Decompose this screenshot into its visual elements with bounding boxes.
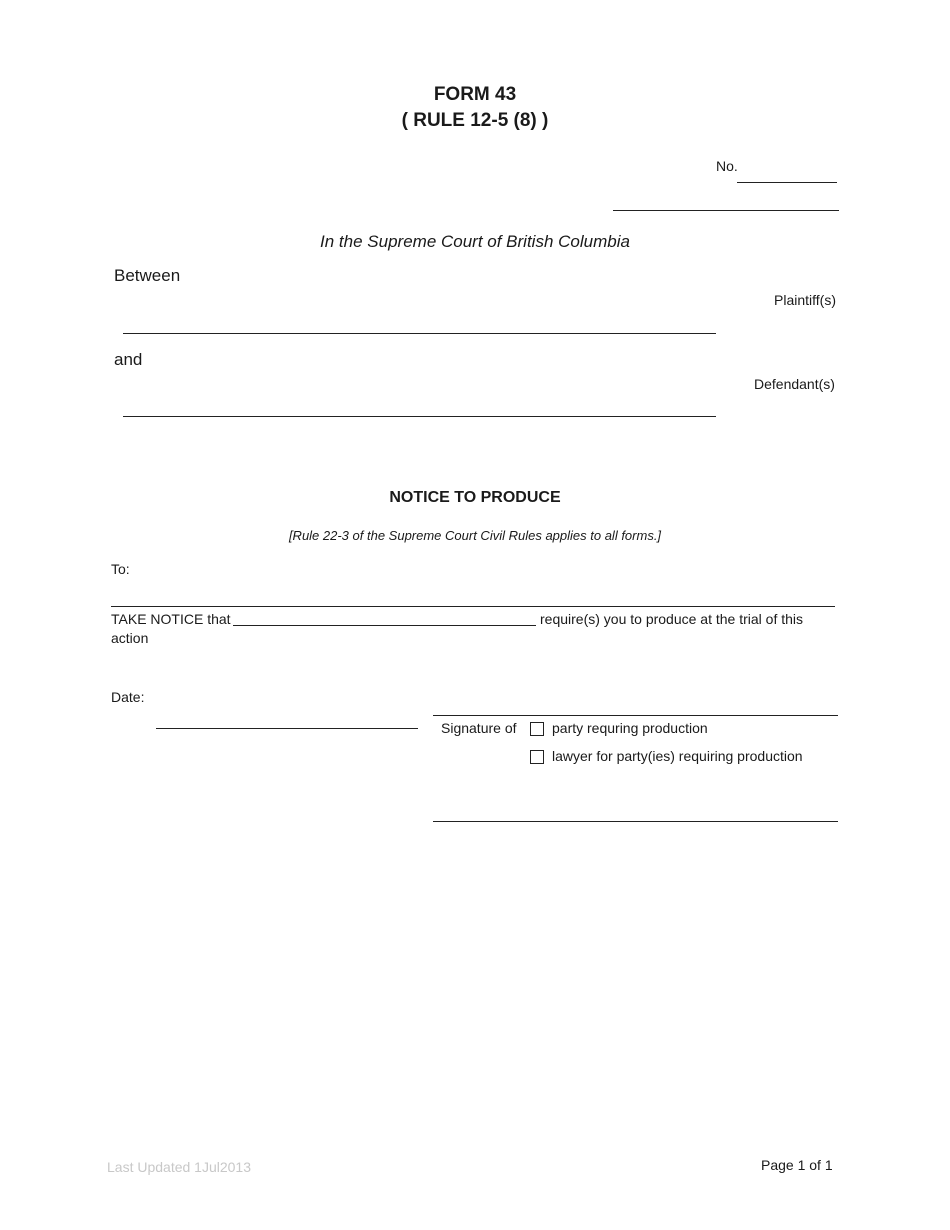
last-updated: Last Updated 1Jul2013: [107, 1159, 251, 1175]
signature-label: Signature of: [441, 720, 517, 736]
to-field[interactable]: [111, 606, 835, 607]
date-field[interactable]: [156, 728, 418, 729]
defendant-name-field[interactable]: [123, 416, 716, 417]
signature-field[interactable]: [433, 715, 838, 716]
and-label: and: [114, 350, 143, 369]
party-checkbox[interactable]: [530, 722, 544, 736]
form-rule: ( RULE 12-5 (8) ): [401, 110, 549, 131]
take-notice-prefix: TAKE NOTICE that: [111, 611, 231, 627]
notice-subtitle: [Rule 22-3 of the Supreme Court Civil Rules applies to all forms.]: [288, 528, 662, 543]
file-number-label: No.: [716, 158, 738, 174]
requiring-party-field[interactable]: [233, 625, 536, 626]
page-number: Page 1 of 1: [761, 1157, 833, 1173]
lawyer-checkbox[interactable]: [530, 750, 544, 764]
file-number-field[interactable]: [737, 182, 837, 183]
defendant-label: Defendant(s): [754, 376, 835, 392]
take-notice-end: action: [111, 630, 149, 646]
between-label: Between: [114, 266, 181, 285]
date-label: Date:: [111, 689, 145, 705]
to-label: To:: [111, 561, 130, 577]
signature-name-field[interactable]: [433, 821, 838, 822]
plaintiff-label: Plaintiff(s): [774, 292, 836, 308]
lawyer-option-label: lawyer for party(ies) requiring production: [552, 748, 803, 764]
notice-title: NOTICE TO PRODUCE: [389, 489, 561, 506]
form-title: FORM 43: [433, 84, 517, 105]
take-notice-suffix: require(s) you to produce at the trial of this: [540, 611, 804, 627]
plaintiff-name-field[interactable]: [123, 333, 716, 334]
registry-field[interactable]: [613, 210, 839, 211]
court-name: In the Supreme Court of British Columbia: [320, 232, 630, 251]
party-option-label: party requring production: [552, 720, 708, 736]
